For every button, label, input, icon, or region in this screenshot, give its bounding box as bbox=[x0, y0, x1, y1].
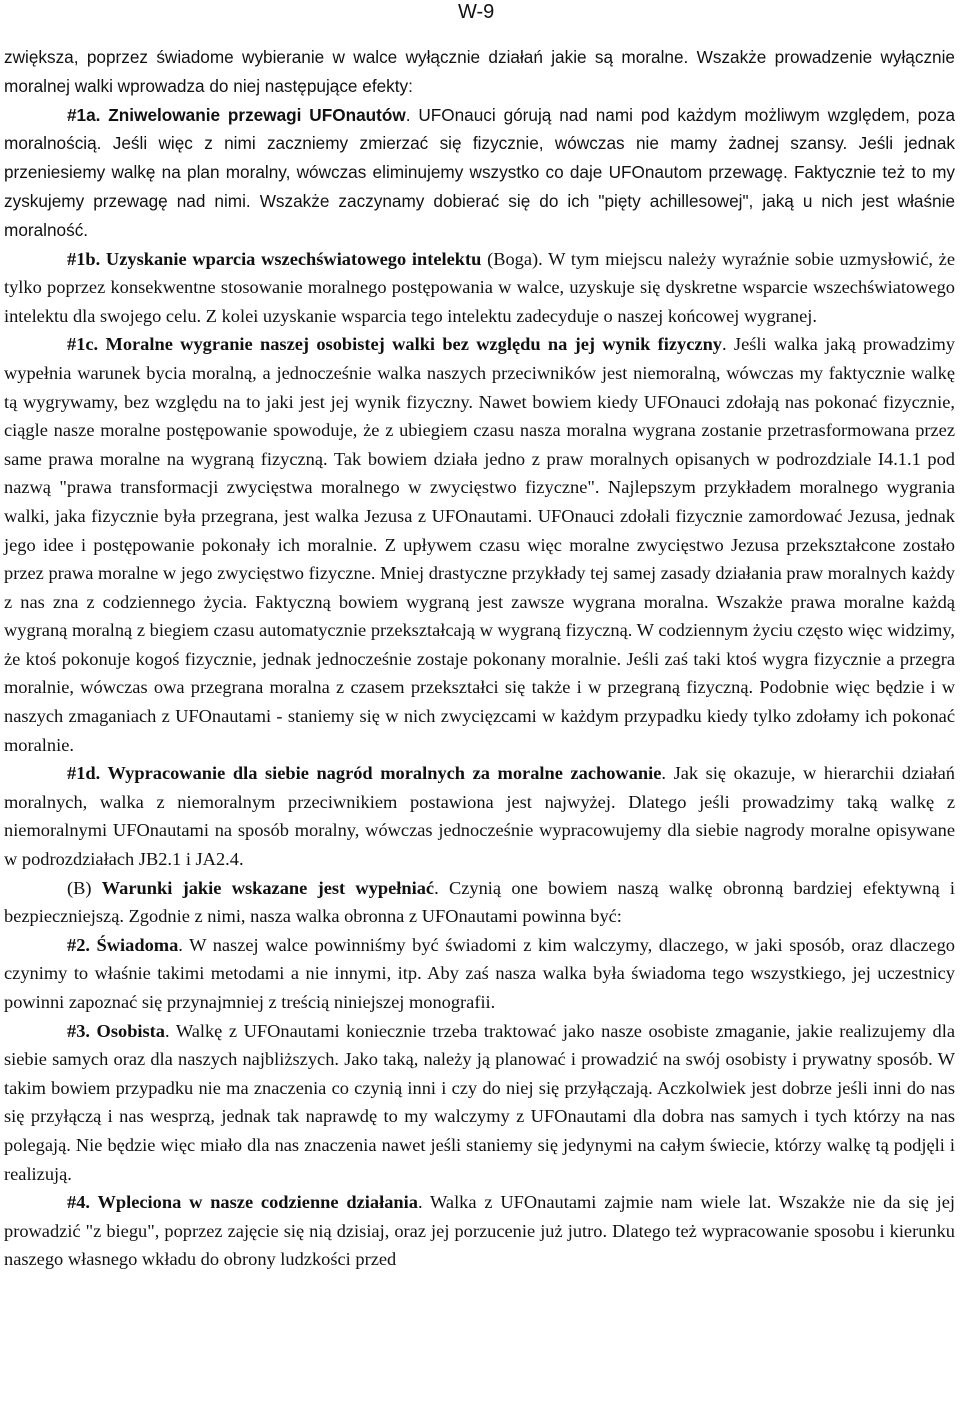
paragraph bbox=[4, 759, 955, 873]
body-text: . Jeśli walka jaką prowadzimy wypełnia warunek bycia moralną, a jednocześnie walka naszych przeciwników jest niemoralną, wówczas my faktycznie walkę tą wygrywamy, bez względu na to jaki jest jej wynik fizyczny. Nawet bowiem kiedy UFOnauci zdołają nas pokonać fizycznie, ciągle nasze moralne postępowanie spowoduje, że z ubiegiem czasu nasza moralna wygrana zostanie przetrasformowana przez same prawa moralne na wygraną fizyczną. Tak bowiem działa jedno z praw moralnych opisanych w podrozdziale I4.1.1 pod nazwą "prawa transformacji zwycięstwa moralnego w zwycięstwo fizyczne". Najlepszym przykładem moralnego wygrania walki, jaka fizycznie była przegrana, jest walka Jezusa z UFOnautami. UFOnauci zdołali fizycznie zamordować Jezusa, jednak jego idee i postępowanie pokonały ich moralnie. Z upływem czasu więc moralne zwycięstwo Jezusa przekształcone zostało przez prawa moralne w jego zwycięstwo fizyczne. Mniej drastyczne przykłady tej samej zasady działania praw moralnych każdy z nas zna z codziennego życia. Faktyczną bowiem wygraną jest zawsze wygrana moralna. Wszakże prawa moralne każdą wygraną moralną z biegiem czasu automatycznie przekształcają w wygraną fizyczną. W codziennym życiu często więc widzimy, że ktoś pokonuje kogoś fizycznie, jednak jednocześnie zostaje pokonany moralnie. Jeśli zaś taki ktoś wygra fizycznie a przegra moralnie, wówczas owa przegrana moralna z czasem przekształci się także i w przegraną fizyczną. Podobnie więc będzie i w naszych zmaganiach z UFOnautami - staniemy się w nich zwycięzcami w każdym przypadku kiedy tylko zdołamy ich pokonać moralnie. bbox=[4, 334, 956, 755]
bold-heading-text: #1d. Wypracowanie dla siebie nagród moralnych za moralne zachowanie bbox=[67, 763, 662, 784]
paragraph bbox=[4, 330, 955, 759]
bold-heading-text: #1b. Uzyskanie wparcia wszechświatowego intelektu bbox=[67, 248, 482, 269]
bold-heading-text: Warunki jakie wskazane jest wypełniać bbox=[101, 877, 435, 898]
body-text: . W naszej walce powinniśmy być świadomi z kim walczymy, dlaczego, w jaki sposób, oraz dlaczego czynimy to właśnie takimi metodami a nie innymi, itp. Aby zaś nasza walka była świadoma tego wszystkiego, jej uczestnicy powinni zapoznać się przynajmniej z treścią niniejszej monografii. bbox=[4, 934, 955, 1013]
bold-heading-text: #3. Osobista bbox=[67, 1020, 166, 1041]
body-text: . Walka z UFOnautami zajmie nam wiele lat. Wszakże nie da się jej prowadzić "z biegu", poprzez zajęcie się nią dzisiaj, oraz jej porzucenie już jutro. Dlatego też wypracowanie sposobu i kierunku naszego własnego wkładu do obrony ludzkości przed bbox=[4, 1192, 955, 1270]
paragraph bbox=[4, 43, 955, 101]
document-body bbox=[4, 43, 955, 1274]
body-text: zwiększa, poprzez świadome wybieranie w walce wyłącznie działań jakie są moralne. Wszakże prowadzenie wyłącznie moralnej walki wprowadza do niej następujące efekty: bbox=[4, 47, 955, 96]
paragraph bbox=[4, 245, 955, 331]
body-text: . Walkę z UFOnautami koniecznie trzeba traktować jako nasze osobiste zmaganie, jakie realizujemy dla siebie samych oraz dla naszych najbliższych. Jako taką, należy ją planować i prowadzić na swój osobisty i prywatny sposób. W takim bowiem przypadku nie ma znaczenia co czynią inni i czy do niej się przyłączają. Aczkolwiek jest dobrze jeśli inni do nas się przyłączą i nas wesprzą, jednak tak naprawdę to my walczymy z UFOnautami dla dobra nas samych i tych którzy na nas polegają. Nie będzie więc miało dla nas znaczenia nawet jeśli staniemy się jedynymi na całym świecie, którzy walkę tą podjęli i realizują. bbox=[4, 1020, 956, 1184]
body-text: . Czynią one bowiem naszą walkę obronną bardziej efektywną i bezpieczniejszą. Zgodnie z nimi, nasza walka obronna z UFOnautami powinna być: bbox=[4, 877, 955, 927]
bold-heading-text: #2. Świadoma bbox=[67, 934, 179, 955]
body-text: (B) bbox=[67, 877, 102, 898]
paragraph bbox=[4, 1188, 955, 1274]
paragraph bbox=[4, 101, 955, 245]
bold-heading-text: #4. Wpleciona w nasze codzienne działania bbox=[67, 1192, 418, 1213]
paragraph bbox=[4, 874, 955, 931]
paragraph bbox=[4, 931, 955, 1017]
bold-heading-text: #1c. Moralne wygranie naszej osobistej walki bez względu na jej wynik fizyczny bbox=[67, 334, 723, 355]
body-text: (Boga). W tym miejscu należy wyraźnie sobie uzmysłowić, że tylko poprzez konsekwentne stosowanie moralnego postępowania w walce, uzyskuje się dyskretne wsparcie wszechświatowego intelektu dla swojego celu. Z kolei uzyskanie wsparcia tego intelektu zadecyduje o naszej końcowej wygranej. bbox=[4, 248, 956, 326]
body-text: . Jak się okazuje, w hierarchii działań moralnych, walka z niemoralnym przeciwnikiem postawiona jest najwyżej. Dlatego jeśli prowadzimy taką walkę z niemoralnymi UFOnautami na sposób moralny, wówczas jednocześnie wypracowujemy dla siebie nagrody moralne opisywane w podrozdziałach JB2.1 i JA2.4. bbox=[4, 763, 955, 870]
paragraph bbox=[4, 1017, 955, 1189]
body-text: . UFOnauci górują nad nami pod każdym możliwym względem, poza moralnością. Jeśli więc z nimi zaczniemy zmierzać się fizycznie, wówczas nie mamy żadnej szansy. Jeśli jednak przeniesiemy walkę na plan moralny, wówczas eliminujemy wszystko co daje UFOnautom przewagę. Faktycznie też to my zyskujemy przewagę nad nimi. Wszakże zaczynamy dobierać się do ich "pięty achillesowej", jaką u nich jest właśnie moralność. bbox=[4, 104, 955, 240]
page-number: W-9 bbox=[458, 1, 495, 23]
bold-heading-text: #1a. Zniwelowanie przewagi UFOnautów bbox=[67, 104, 406, 125]
